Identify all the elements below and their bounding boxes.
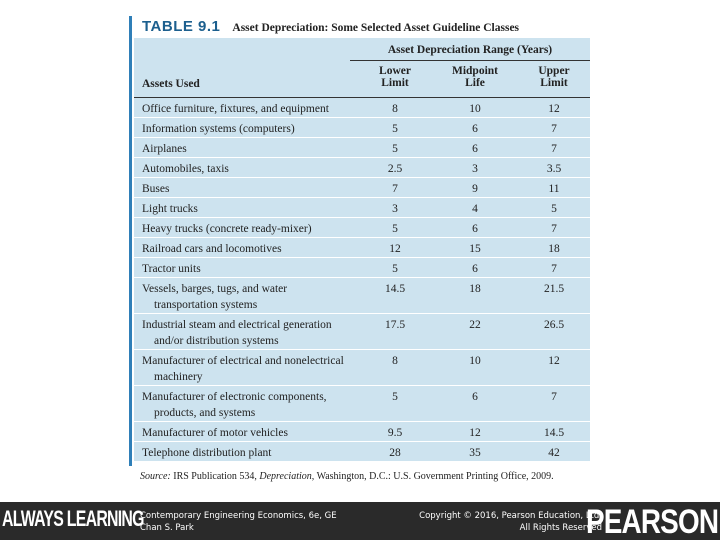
value-upper: 3.5 bbox=[546, 163, 562, 175]
value-lower: 5 bbox=[392, 223, 398, 235]
lower-limit-header: Lower Limit bbox=[379, 65, 411, 89]
value-mid: 6 bbox=[472, 223, 478, 235]
table-row bbox=[134, 314, 590, 350]
copyright: Copyright © 2016, Pearson Education, Ltd. All Rights Reserved bbox=[419, 511, 602, 533]
midpoint-life-header: Midpoint Life bbox=[451, 65, 498, 89]
value-mid: 15 bbox=[469, 243, 481, 255]
table-row bbox=[134, 278, 590, 314]
range-header: Asset Depreciation Range (Years) bbox=[350, 40, 590, 61]
value-upper: 21.5 bbox=[543, 283, 565, 295]
value-lower: 7 bbox=[392, 183, 398, 195]
table-row bbox=[134, 198, 590, 218]
asset-name: Office furniture, fixtures, and equipment bbox=[142, 103, 329, 115]
table-row bbox=[134, 422, 590, 442]
value-mid: 6 bbox=[472, 143, 478, 155]
value-lower: 12 bbox=[389, 243, 401, 255]
value-lower: 9.5 bbox=[387, 427, 403, 439]
table-row bbox=[134, 258, 590, 278]
value-upper: 7 bbox=[551, 223, 557, 235]
assets-header: Assets Used bbox=[142, 78, 200, 90]
table-row bbox=[134, 238, 590, 258]
asset-name: Industrial steam and electrical generation and/or distribution systems bbox=[142, 319, 332, 347]
asset-name: Telephone distribution plant bbox=[142, 447, 272, 459]
asset-name: Buses bbox=[142, 183, 170, 195]
value-lower: 5 bbox=[392, 263, 398, 275]
asset-name: Automobiles, taxis bbox=[142, 163, 229, 175]
value-mid: 10 bbox=[469, 355, 481, 367]
table-body bbox=[134, 98, 590, 462]
value-mid: 35 bbox=[469, 447, 481, 459]
table-row bbox=[134, 118, 590, 138]
asset-name: Manufacturer of electronic components, products, and systems bbox=[142, 391, 327, 419]
table-row bbox=[134, 218, 590, 238]
value-upper: 26.5 bbox=[543, 319, 565, 331]
value-mid: 6 bbox=[472, 391, 478, 403]
value-upper: 12 bbox=[548, 103, 560, 115]
asset-name: Manufacturer of electrical and nonelectrical machinery bbox=[142, 355, 344, 383]
value-lower: 5 bbox=[392, 143, 398, 155]
value-upper: 14.5 bbox=[543, 427, 565, 439]
table-title: Asset Depreciation: Some Selected Asset Guideline Classes bbox=[232, 22, 520, 34]
value-lower: 8 bbox=[392, 355, 398, 367]
value-upper: 11 bbox=[548, 183, 560, 195]
value-mid: 6 bbox=[472, 123, 478, 135]
accent-vertical-rule bbox=[129, 16, 132, 466]
value-lower: 17.5 bbox=[384, 319, 406, 331]
value-mid: 4 bbox=[472, 203, 478, 215]
footer-bar bbox=[0, 502, 720, 540]
table-row bbox=[134, 350, 590, 386]
table-row bbox=[134, 138, 590, 158]
asset-name: Tractor units bbox=[142, 263, 201, 275]
value-mid: 6 bbox=[472, 263, 478, 275]
value-mid: 12 bbox=[469, 427, 481, 439]
value-lower: 3 bbox=[392, 203, 398, 215]
value-lower: 5 bbox=[392, 391, 398, 403]
value-upper: 42 bbox=[548, 447, 560, 459]
value-upper: 7 bbox=[551, 391, 557, 403]
value-upper: 18 bbox=[548, 243, 560, 255]
course-info: Contemporary Engineering Economics, 6e, GE Chan S. Park bbox=[140, 511, 337, 533]
upper-limit-header: Upper Limit bbox=[538, 65, 570, 89]
value-mid: 9 bbox=[472, 183, 478, 195]
table-header bbox=[134, 38, 590, 97]
asset-name: Railroad cars and locomotives bbox=[142, 243, 282, 255]
table-row bbox=[134, 158, 590, 178]
value-upper: 7 bbox=[551, 123, 557, 135]
value-upper: 7 bbox=[551, 263, 557, 275]
asset-name: Vessels, barges, tugs, and water transportation systems bbox=[142, 283, 288, 311]
asset-name: Airplanes bbox=[142, 143, 187, 155]
asset-name: Manufacturer of motor vehicles bbox=[142, 427, 288, 439]
asset-name: Heavy trucks (concrete ready-mixer) bbox=[142, 223, 312, 235]
value-lower: 28 bbox=[389, 447, 401, 459]
table-source: Source: IRS Publication 534, Depreciation, Washington, D.C.: U.S. Government Printing Office, 2009. bbox=[140, 471, 554, 482]
depreciation-table bbox=[134, 38, 590, 462]
value-upper: 5 bbox=[551, 203, 557, 215]
value-upper: 12 bbox=[548, 355, 560, 367]
table-number: TABLE 9.1 bbox=[142, 18, 221, 35]
value-lower: 14.5 bbox=[384, 283, 406, 295]
value-lower: 5 bbox=[392, 123, 398, 135]
table-row bbox=[134, 386, 590, 422]
pearson-logo: PEARSON bbox=[585, 503, 718, 541]
value-mid: 3 bbox=[472, 163, 478, 175]
value-lower: 2.5 bbox=[387, 163, 403, 175]
value-mid: 18 bbox=[469, 283, 481, 295]
asset-name: Light trucks bbox=[142, 203, 198, 215]
table-title-row bbox=[142, 18, 519, 38]
value-lower: 8 bbox=[392, 103, 398, 115]
value-mid: 22 bbox=[469, 319, 481, 331]
always-learning-logo: ALWAYS LEARNING bbox=[2, 506, 144, 531]
table-row bbox=[134, 442, 590, 462]
table-row bbox=[134, 178, 590, 198]
value-upper: 7 bbox=[551, 143, 557, 155]
asset-name: Information systems (computers) bbox=[142, 123, 295, 135]
value-mid: 10 bbox=[469, 103, 481, 115]
table-row bbox=[134, 98, 590, 118]
